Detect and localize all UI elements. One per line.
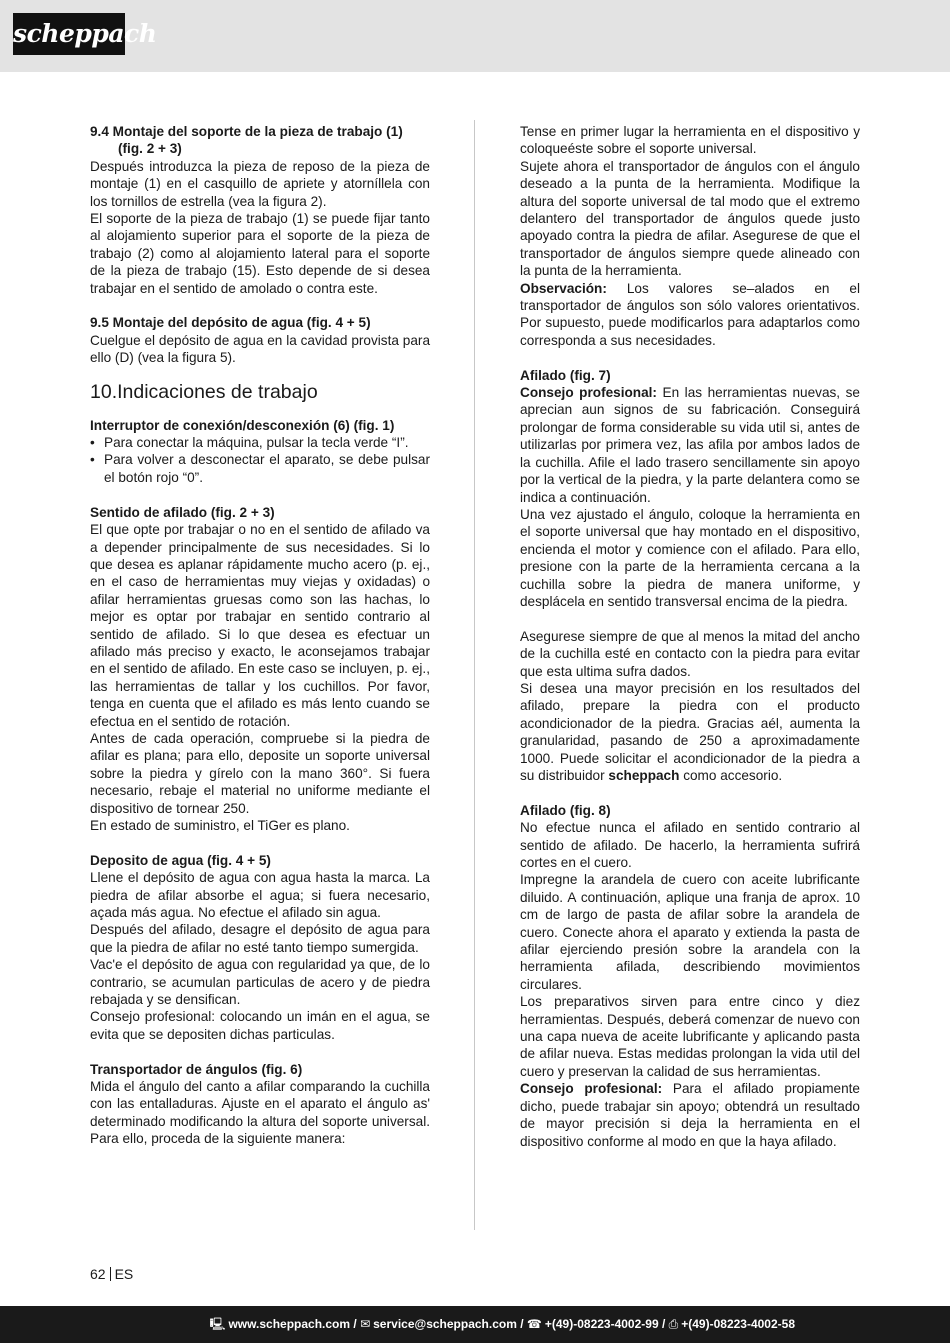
page-header [0, 0, 950, 72]
afilado-7-title: Afilado (fig. 7) [520, 367, 611, 383]
switch-title: Interruptor de conexión/desconexión (6) (fig. 1) [90, 417, 395, 433]
water-title: Deposito de agua (fig. 4 + 5) [90, 852, 271, 868]
computer-icon: 🖳 [209, 1317, 226, 1331]
paragraph: Los preparativos sirven para entre cinco y diez herramientas. Después, deberá comenzar de nuevo con una capa nueva de aceite lubrificante y aplicando pasta de afilar nueva. Estas medidas prolongan la vida util del cuero y preservan la calidad de sus herramientas. [520, 994, 860, 1079]
footer-phone: +(49)-08223-4002-99 / [544, 1317, 666, 1331]
list-item: • Para conectar la máquina, pulsar la tecla verde “I”. [90, 434, 430, 451]
section-10-title: Indicaciones de trabajo [117, 380, 318, 403]
paragraph: En estado de suministro, el TiGer es plano. [90, 818, 350, 833]
right-column [520, 123, 860, 1150]
tip-paragraph [520, 1080, 860, 1150]
paragraph: Mida el ángulo del canto a afilar comparando la cuchilla con las entalladuras. Ajuste en el aparato el ángulo as' determinado modificando la altura del soporte universal. Para ello, proceda de la siguiente manera: [90, 1079, 430, 1147]
brand-name: scheppach [608, 768, 680, 783]
text: como accesorio. [679, 768, 783, 783]
observation-paragraph [520, 280, 860, 350]
paragraph: Llene el depósito de agua con agua hasta la marca. La piedra de afilar absorbe el agua; si fuera necesario, açada más agua. No efectue el afilado sin agua. [90, 870, 430, 921]
paragraph [520, 680, 860, 784]
tip-text: Para el afilado propiamente dicho, puede trabajar sin apoyo; obtendrá un resultado de mayor precisión si deja la herramienta en el dispositivo conforme al modo en que la haya afilado. [520, 1081, 860, 1149]
direction-title: Sentido de afilado (fig. 2 + 3) [90, 504, 275, 520]
column-divider [474, 120, 475, 1230]
paragraph: El que opte por trabajar o no en el sentido de afilado va a depender principalmente de sus necesidades. Si lo que desea es aplanar rápidamente mucho acero (p. ej., en el caso de herramientas muy viejas y oxidadas) o afilar herramientas gruesas como son las hachas, lo mejor es optar por trabajar en sentido contrario al sentido de afilado. Si lo que desea es efectuar un afilado más preciso y exacto, le aconsejamos trabajar en el sentido de afilado. En este caso se incluyen, p. ej., las herramientas de tallar y los cuchillos. Por favor, tenga en cuenta que el afilado es más lento cuando se efectua en el sentido de rotación. [90, 522, 430, 729]
paragraph: Tense en primer lugar la herramienta en el dispositivo y coloqueéste sobre el soporte universal. [520, 124, 860, 157]
footer-fax: +(49)-08223-4002-58 [681, 1317, 795, 1331]
paragraph: Después del afilado, desagre el depósito de agua para que la piedra de afilar no esté tanto tiempo sumergida. [90, 922, 430, 955]
left-column [90, 123, 430, 1148]
paragraph: No efectue nunca el afilado en sentido contrario al sentido de afilado. De hacerlo, la herramienta sufrirá cortes en el cuero. [520, 820, 860, 871]
tip-label: Consejo profesional: [520, 1081, 663, 1097]
list-item: • Para volver a desconectar el aparato, se debe pulsar el botón rojo “0”. [90, 451, 430, 486]
page-number [90, 1266, 133, 1282]
observation-text: Los valores se–alados en el transportador de ángulos son sólo valores orientativos. Por supuesto, puede modificarlos para adaptarlos como corresponda a sus necesidades. [520, 280, 860, 348]
footer-website: www.scheppach.com / [228, 1317, 357, 1331]
paragraph: Vac'e el depósito de agua con regularidad ya que, de lo contrario, se acumulan particulas de acero y de piedra rebajada y se densifican. [90, 957, 430, 1008]
fax-icon: ⎙ [668, 1317, 679, 1331]
phone-icon: ☎ [526, 1317, 542, 1331]
paragraph: Asegurese siempre de que al menos la mitad del ancho de la cuchilla esté en contacto con la piedra para evitar que esta ultima sufra dados. [520, 628, 860, 679]
tip-paragraph [520, 384, 860, 506]
paragraph: Sujete ahora el transportador de ángulos con el ángulo deseado a la punta de la herramienta. Modifique la altura del soporte universal de tal modo que el extremo delantero del transportador de ángulos quede justo apoyado contra la piedra de afilar. Asegurese de que el transportador de ángulos siempre quede alineado con la punta de la herramienta. [520, 158, 860, 279]
observation-label: Observación: [520, 280, 607, 296]
section-9-4-title: 9.4 Montaje del soporte de la pieza de trabajo (1) [90, 124, 403, 139]
page-language: ES [114, 1266, 134, 1282]
tip-text: En las herramientas nuevas, se aprecian aun signos de su fabricación. Conseguirá prolongar de forma considerable su vida util si, antes de utilizarlas por primera vez, las afila por ambos lados de la cuchilla. Afile el lado trasero sencillamente sin apoyo por la vertical de la piedra, y la parte delantera como se indica a continuación. [520, 385, 860, 505]
section-9-4-title-fig: (fig. 2 + 3) [118, 141, 182, 157]
section-10-number: 10. [90, 380, 118, 403]
email-icon: ✉ [360, 1317, 371, 1331]
section-9-5-title: 9.5 Montaje del depósito de agua (fig. 4 + 5) [90, 315, 371, 331]
tip-label: Consejo profesional: [520, 385, 657, 401]
paragraph: El soporte de la pieza de trabajo (1) se puede fijar tanto al alojamiento superior para el soporte de la pieza de trabajo (2) como al alojamiento lateral para el soporte de la pieza de trabajo (15). Esto depende de si desea trabajar en el sentido de amolado o contra este. [90, 211, 430, 296]
paragraph: Después introduzca la pieza de reposo de la pieza de montaje (1) en el casquillo de apriete y atorníllela con los tornillos de estrella (vea la figura 2). [90, 158, 430, 209]
afilado-8-title: Afilado (fig. 8) [520, 802, 611, 818]
page-number-separator [110, 1267, 111, 1281]
text: Si desea una mayor precisión en los resultados del afilado, prepare la piedra con el producto acondicionador de la piedra. Gracias aél, aumenta la granularidad, pasando de 250 a aproximadamente 1000. Puede solicitar el acondicionador de la piedra a su distribuidor [520, 680, 860, 783]
paragraph: Antes de cada operación, compruebe si la piedra de afilar es plana; para ello, deposite un soporte universal sobre la piedra y gírelo con la mano 360°. Si fuera necesario, rebaje el material no uniforme mediante el dispositivo de tornear 250. [90, 730, 430, 816]
paragraph: Consejo profesional: colocando un imán en el agua, se evita que se depositen dichas particulas. [90, 1009, 430, 1042]
footer-email: service@scheppach.com / [373, 1317, 524, 1331]
page-number-value: 62 [90, 1266, 106, 1282]
angle-title: Transportador de ángulos (fig. 6) [90, 1061, 303, 1077]
paragraph: Impregne la arandela de cuero con aceite lubrificante diluido. A continuación, aplique una franja de aprox. 10 cm de largo de pasta de afilar sobre la arandela de cuero. Conecte ahora el aparato y extienda la pasta de afilar ejerciendo presión sobre la arandela con la herramienta afilada, describiendo movimientos circulares. [520, 872, 860, 992]
page-footer [0, 1306, 950, 1343]
scheppach-logo: scheppach [13, 13, 125, 55]
paragraph: Una vez ajustado el ángulo, coloque la herramienta en el soporte universal que hay montado en el dispositivo, encienda el motor y comience con el afilado. Para ello, presione con la parte de la herramienta cercana a la cuchilla sobre la piedra de manera uniforme, y desplácela en sentido transversal encima de la piedra. [520, 506, 860, 609]
paragraph: Cuelgue el depósito de agua en la cavidad provista para ello (D) (vea la figura 5). [90, 332, 430, 366]
section-10-heading [90, 380, 430, 404]
